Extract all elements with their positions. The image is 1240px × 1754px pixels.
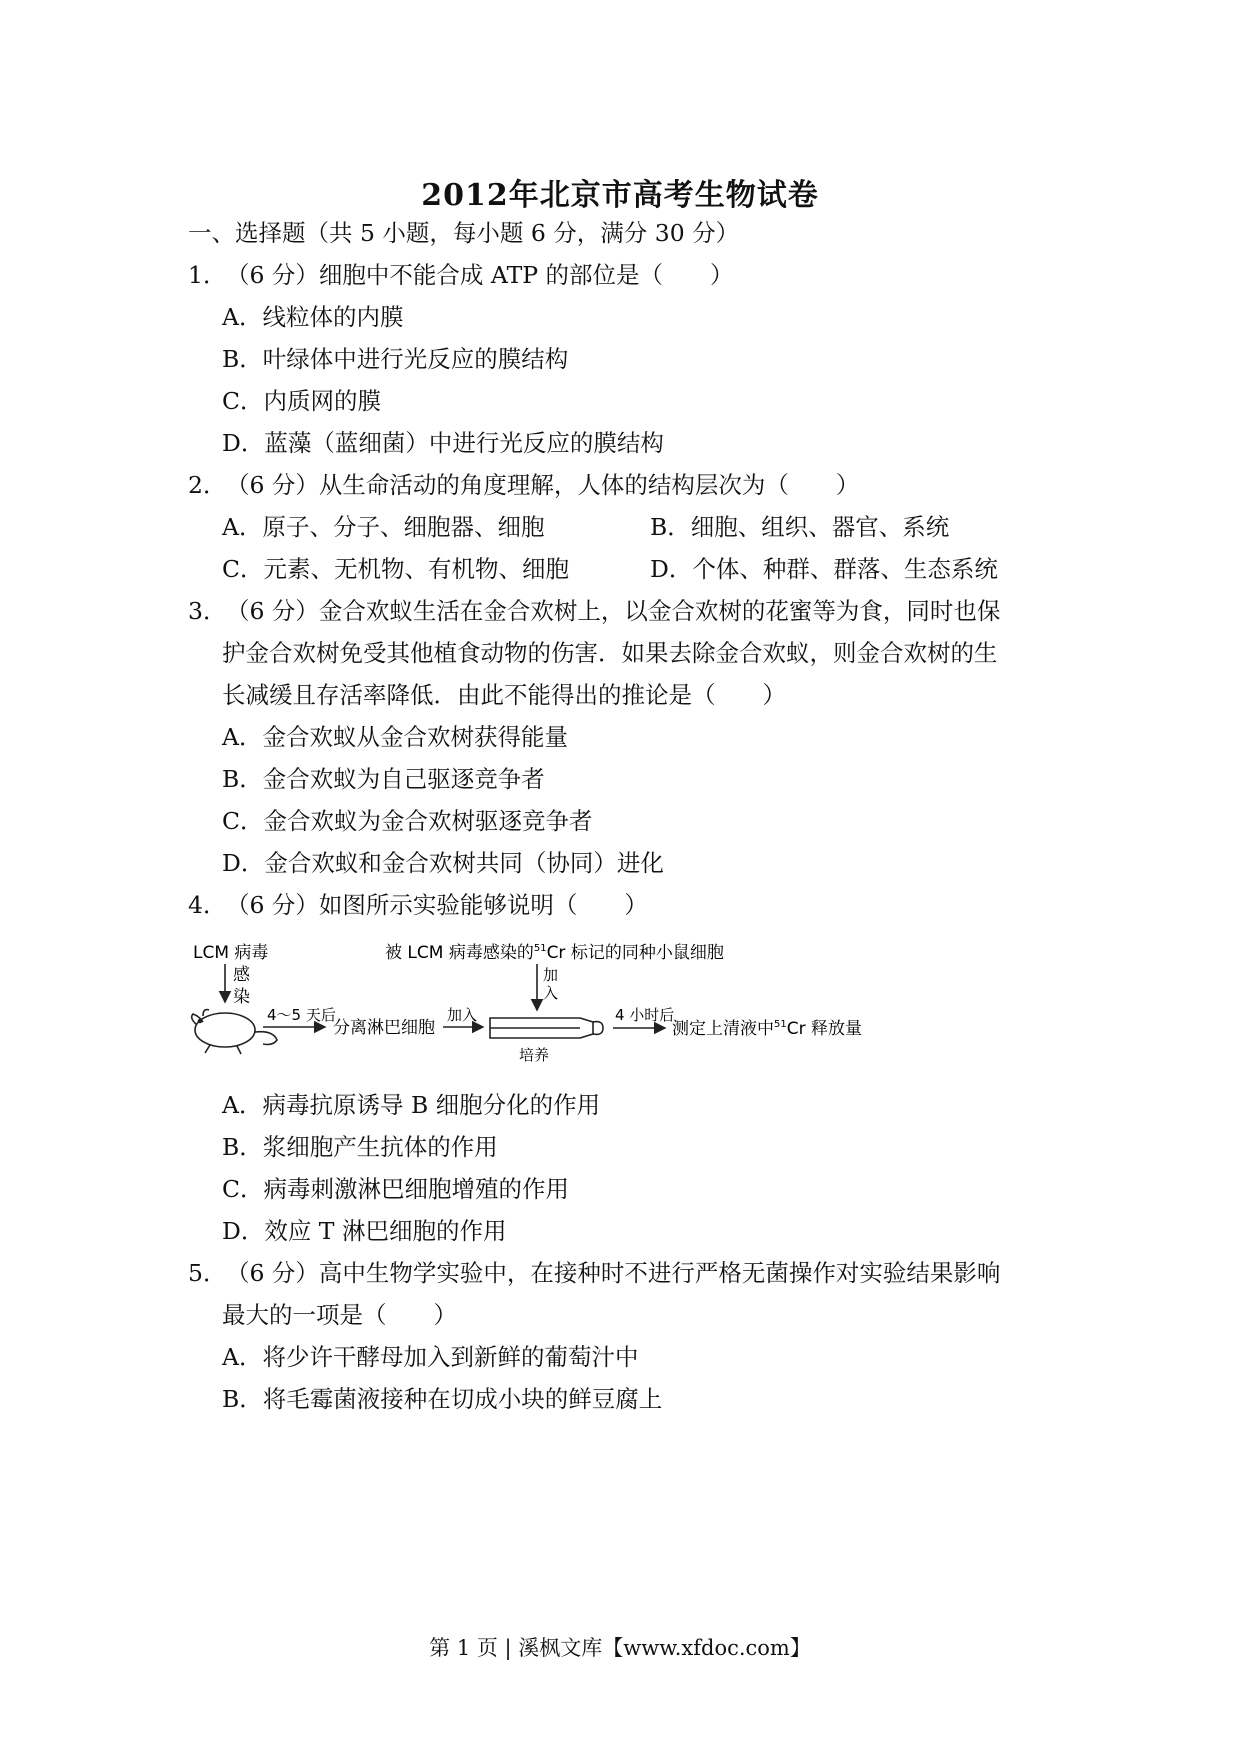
add-vertical-1: 加 bbox=[543, 966, 559, 984]
question-3-option-c: C．金合欢蚁为金合欢树驱逐竞争者 bbox=[222, 807, 593, 835]
question-3-stem bbox=[188, 596, 1000, 626]
question-5-option-b: B．将毛霉菌液接种在切成小块的鲜豆腐上 bbox=[222, 1385, 663, 1413]
measure-label bbox=[672, 1019, 862, 1039]
question-number: 5． bbox=[188, 1259, 227, 1287]
section-heading: 一、选择题（共 5 小题，每小题 6 分，满分 30 分） bbox=[188, 219, 740, 247]
question-text: （6 分）高中生物学实验中，在接种时不进行严格无菌操作对实验结果影响 bbox=[226, 1259, 1001, 1287]
question-number: 1． bbox=[188, 261, 227, 289]
labeled-cells-superscript: 51 bbox=[533, 943, 547, 954]
lcm-virus-label: LCM 病毒 bbox=[193, 943, 269, 963]
question-2-option-c: C．元素、无机物、有机物、细胞 bbox=[222, 555, 569, 583]
question-1-option-b: B．叶绿体中进行光反应的膜结构 bbox=[222, 345, 569, 373]
experiment-diagram bbox=[185, 930, 945, 1075]
question-1-stem bbox=[188, 260, 734, 290]
labeled-cells-part-a: 被 LCM 病毒感染的 bbox=[385, 943, 534, 963]
question-2-stem bbox=[188, 470, 859, 500]
question-3-option-a: A．金合欢蚁从金合欢树获得能量 bbox=[222, 723, 568, 751]
culture-label: 培养 bbox=[519, 1046, 550, 1064]
question-1-option-a: A．线粒体的内膜 bbox=[222, 303, 404, 331]
question-number: 2． bbox=[188, 471, 227, 499]
question-3-stem-line-3: 长减缓且存活率降低．由此不能得出的推论是（ ） bbox=[222, 681, 786, 709]
question-1-option-c: C．内质网的膜 bbox=[222, 387, 381, 415]
question-text: （6 分）如图所示实验能够说明（ ） bbox=[226, 891, 648, 919]
measure-superscript: 51 bbox=[774, 1019, 787, 1030]
hours-label: 4 小时后 bbox=[615, 1006, 675, 1024]
measure-part-b: Cr 释放量 bbox=[786, 1019, 862, 1039]
test-tube-icon bbox=[490, 1018, 603, 1038]
question-5-stem-line-2: 最大的一项是（ ） bbox=[222, 1301, 457, 1329]
isolate-label: 分离淋巴细胞 bbox=[333, 1018, 435, 1038]
question-1-option-d: D．蓝藻（蓝细菌）中进行光反应的膜结构 bbox=[222, 429, 664, 457]
question-number: 4． bbox=[188, 891, 227, 919]
labeled-cells-label bbox=[385, 943, 724, 963]
question-3-option-d: D．金合欢蚁和金合欢树共同（协同）进化 bbox=[222, 849, 664, 877]
question-4-option-b: B．浆细胞产生抗体的作用 bbox=[222, 1133, 498, 1161]
question-number: 3． bbox=[188, 597, 227, 625]
question-text: （6 分）细胞中不能合成 ATP 的部位是（ ） bbox=[226, 261, 734, 289]
add-label: 加入 bbox=[447, 1006, 478, 1024]
infect-label-1: 感 bbox=[233, 965, 250, 985]
measure-part-a: 测定上清液中 bbox=[672, 1019, 774, 1039]
page-footer: 第 1 页 | 溪枫文库【www.xfdoc.com】 bbox=[429, 1636, 811, 1660]
question-4-option-c: C．病毒刺激淋巴细胞增殖的作用 bbox=[222, 1175, 569, 1203]
question-2-option-a: A．原子、分子、细胞器、细胞 bbox=[222, 513, 545, 541]
question-5-option-a: A．将少许干酵母加入到新鲜的葡萄汁中 bbox=[222, 1343, 639, 1371]
question-text: （6 分）金合欢蚁生活在金合欢树上，以金合欢树的花蜜等为食，同时也保 bbox=[226, 597, 1001, 625]
add-vertical-2: 入 bbox=[543, 984, 559, 1002]
mouse-icon bbox=[192, 1010, 277, 1054]
question-3-stem-line-2: 护金合欢树免受其他植食动物的伤害．如果去除金合欢蚁，则金合欢树的生 bbox=[222, 639, 998, 667]
page-title: 2012年北京市高考生物试卷 bbox=[421, 178, 819, 213]
labeled-cells-part-b: Cr 标记的同种小鼠细胞 bbox=[546, 943, 724, 963]
question-2-option-d: D．个体、种群、群落、生态系统 bbox=[650, 555, 998, 583]
infect-label-2: 染 bbox=[233, 987, 250, 1007]
question-text: （6 分）从生命活动的角度理解，人体的结构层次为（ ） bbox=[226, 471, 860, 499]
question-3-option-b: B．金合欢蚁为自己驱逐竞争者 bbox=[222, 765, 545, 793]
question-2-option-b: B．细胞、组织、器官、系统 bbox=[650, 513, 950, 541]
question-4-option-d: D．效应 T 淋巴细胞的作用 bbox=[222, 1217, 507, 1245]
question-4-stem bbox=[188, 890, 648, 920]
question-4-option-a: A．病毒抗原诱导 B 细胞分化的作用 bbox=[222, 1091, 601, 1119]
days-label: 4～5 天后 bbox=[267, 1006, 336, 1024]
question-5-stem bbox=[188, 1258, 1000, 1288]
